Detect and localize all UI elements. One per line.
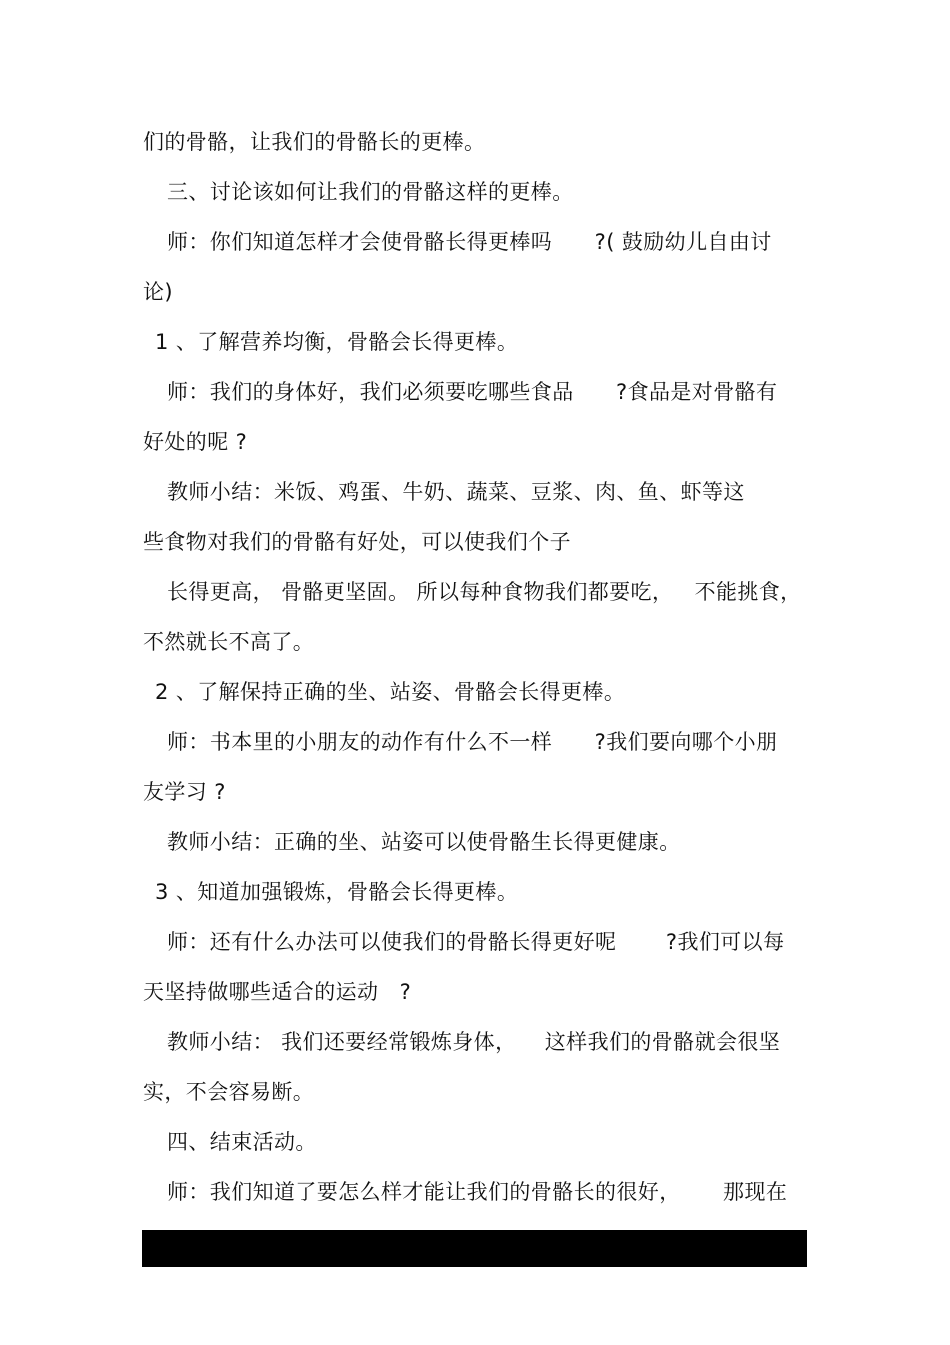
- text-line: 些食物对我们的骨骼有好处，可以使我们个子: [143, 530, 571, 554]
- subsection-heading: 3 、知道加强锻炼，骨骼会长得更棒。: [155, 880, 519, 904]
- text-line: 论): [143, 280, 173, 304]
- subsection-heading: 1 、了解营养均衡，骨骼会长得更棒。: [155, 330, 519, 354]
- text-line: 师：我们知道了要怎么样才能让我们的骨骼长的很好， 那现在: [167, 1180, 788, 1204]
- subsection-heading: 2 、了解保持正确的坐、站姿、骨骼会长得更棒。: [155, 680, 626, 704]
- text-line: 师：我们的身体好，我们必须要吃哪些食品 ?食品是对骨骼有: [167, 380, 778, 404]
- text-line: 师：你们知道怎样才会使骨骼长得更棒吗 ?( 鼓励幼儿自由讨: [167, 230, 772, 254]
- text-line: 教师小结：正确的坐、站姿可以使骨骼生长得更健康。: [167, 830, 681, 854]
- text-line: 师：书本里的小朋友的动作有什么不一样 ?我们要向哪个小朋: [167, 730, 778, 754]
- text-line: 好处的呢 ?: [143, 430, 248, 454]
- text-line: 实，不会容易断。: [143, 1080, 315, 1104]
- text-line: 不然就长不高了。: [143, 630, 315, 654]
- text-line: 天坚持做哪些适合的运动 ?: [143, 980, 412, 1004]
- section-heading: 四、结束活动。: [167, 1130, 317, 1154]
- text-line: 们的骨骼，让我们的骨骼长的更棒。: [143, 130, 486, 154]
- text-line: 教师小结： 我们还要经常锻炼身体， 这样我们的骨骼就会很坚: [167, 1030, 781, 1054]
- section-heading: 三、讨论该如何让我们的骨骼这样的更棒。: [167, 180, 574, 204]
- redaction-bar: [142, 1230, 807, 1267]
- text-line: 师：还有什么办法可以使我们的骨骼长得更好呢 ?我们可以每: [167, 930, 785, 954]
- text-line: 教师小结：米饭、鸡蛋、牛奶、蔬菜、豆浆、肉、鱼、虾等这: [167, 480, 745, 504]
- text-line: 长得更高， 骨骼更坚固。 所以每种食物我们都要吃， 不能挑食，: [167, 580, 802, 604]
- text-line: 友学习 ?: [143, 780, 226, 804]
